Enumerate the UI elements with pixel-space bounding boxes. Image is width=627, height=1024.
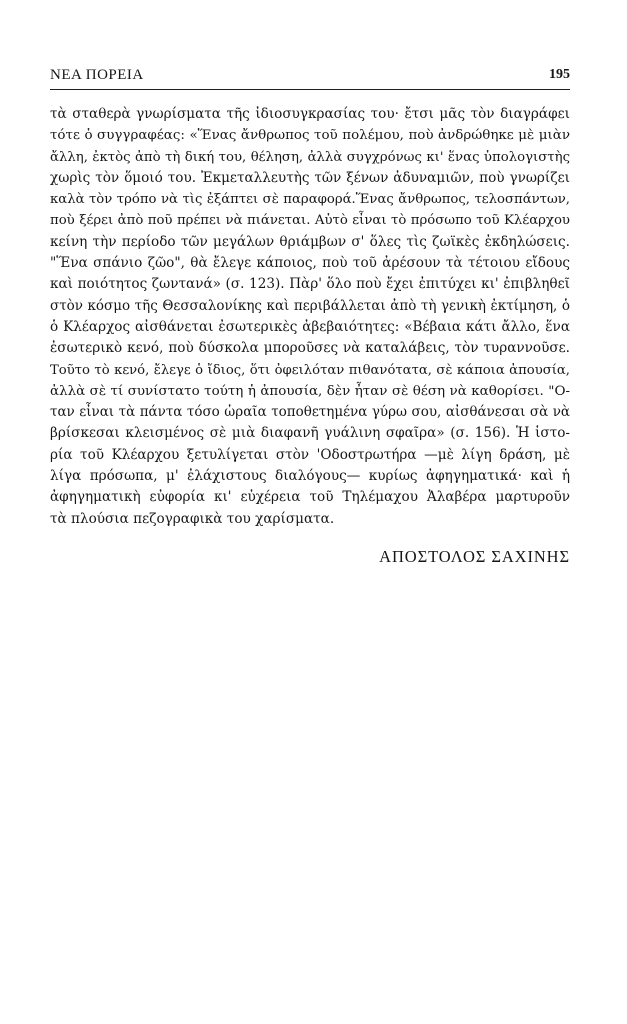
header-rule — [50, 89, 570, 90]
article-body — [50, 104, 570, 530]
text-line: ἄλλη, ἐκτὸς ἀπὸ τὴ δική του, θέληση, ἀλλὰ συγχρόνως κι' ἕνας ὑπολογιστὴς — [50, 149, 570, 165]
page-number: 195 — [549, 67, 570, 82]
text-line: καὶ ποιότητος ζωντανά» (σ. 123). Πὰρ' ὅλο ποὺ ἔχει ἐπιτύχει κι' ἐπιβληθεῖ — [50, 276, 570, 293]
text-line: τότε ὁ συγγραφέας: «Ἕνας ἄνθρωπος τοῦ πολέμου, ποὺ ἀνδρώθηκε μὲ μιὰν — [50, 128, 570, 144]
text-line: ποὺ ξέρει ἀπὸ ποῦ πρέπει νὰ πιάνεται. Αὐτὸ εἶναι τὸ πρόσωπο τοῦ Κλέαρχου — [50, 213, 570, 229]
text-line: ἐσωτερικὸ κενό, ποὺ δύσκολα μποροῦσες νὰ καταλάβεις, τὸν τυραννοῦσε. — [50, 340, 570, 357]
text-line: ταν εἶναι τὰ πάντα τόσο ὡραῖα τοποθετημένα γύρω σου, αἰσθάνεσαι σὰ νὰ — [50, 404, 570, 421]
text-line: ἀφηγηματικὴ εὐφορία κι' εὐχέρεια τοῦ Τηλέμαχου Ἀλαβέρα μαρτυροῦν — [50, 489, 570, 506]
text-line: ὁ Κλέαρχος αἰσθάνεται ἐσωτερικὲς ἀβεβαιότητες: «Βέβαια κάτι ἄλλο, ἕνα — [50, 318, 570, 335]
text-line: βρίσκεσαι κλεισμένος σὲ μιὰ διαφανῆ γυάλινη σφαῖρα» (σ. 156). Ἡ ἱστο- — [50, 425, 570, 442]
author-signature: ΑΠΟΣΤΟΛΟΣ ΣΑΧΙΝΗΣ — [379, 547, 570, 566]
text-line: χωρὶς τὸν ὅμοιό του. Ἐκμεταλλευτὴς τῶν ξένων ἀδυναμιῶν, ποὺ γνωρίζει — [50, 169, 570, 186]
text-line: κείνη τὴν περίοδο τῶν μεγάλων θριάμβων σ' ὅλες τὶς ζωϊκὲς ἐκδηλώσεις. — [50, 233, 570, 250]
text-line: ἀλλὰ σὲ τί συνίστατο τούτη ἡ ἀπουσία, δὲν ἦταν σὲ θέση νὰ καθορίσει. "Ο- — [50, 383, 570, 399]
text-line: λίγα πρόσωπα, μ' ἐλάχιστους διαλόγους— κυρίως ἀφηγηματικά· καὶ ἡ — [50, 468, 570, 485]
text-line: στὸν κόσμο τῆς Θεσσαλονίκης καὶ περιβάλλεται ἀπὸ τὴ γενικὴ ἐκτίμηση, ὁ — [50, 297, 570, 314]
journal-name: ΝΕΑ ΠΟΡΕΙΑ — [50, 67, 144, 83]
text-line: ρία τοῦ Κλέαρχου ξετυλίγεται στὸν 'Οδοστρωτήρα —μὲ λίγη δράση, μὲ — [50, 446, 570, 463]
text-line: καλὰ τὸν τρόπο νὰ τὶς ἐξάπτει σὲ παραφορά.Ἕνας ἄνθρωπος, τελοσπάντων, — [50, 192, 570, 208]
text-line: "Ἕνα σπάνιο ζῶο", θὰ ἔλεγε κάποιος, ποὺ τοῦ ἀρέσουν τὰ τέτοιου εἴδους — [50, 255, 570, 272]
text-line: τὰ σταθερὰ γνωρίσματα τῆς ἰδιοσυγκρασίας του· ἔτσι μᾶς τὸν διαγράφει — [50, 106, 570, 122]
text-line-last: τὰ πλούσια πεζογραφικὰ του χαρίσματα. — [50, 510, 335, 527]
running-head — [50, 66, 570, 86]
text-line: Τοῦτο τὸ κενό, ἔλεγε ὁ ἴδιος, ὅτι ὀφειλόταν πιθανότατα, σὲ κάποια ἀπουσία, — [50, 362, 570, 378]
